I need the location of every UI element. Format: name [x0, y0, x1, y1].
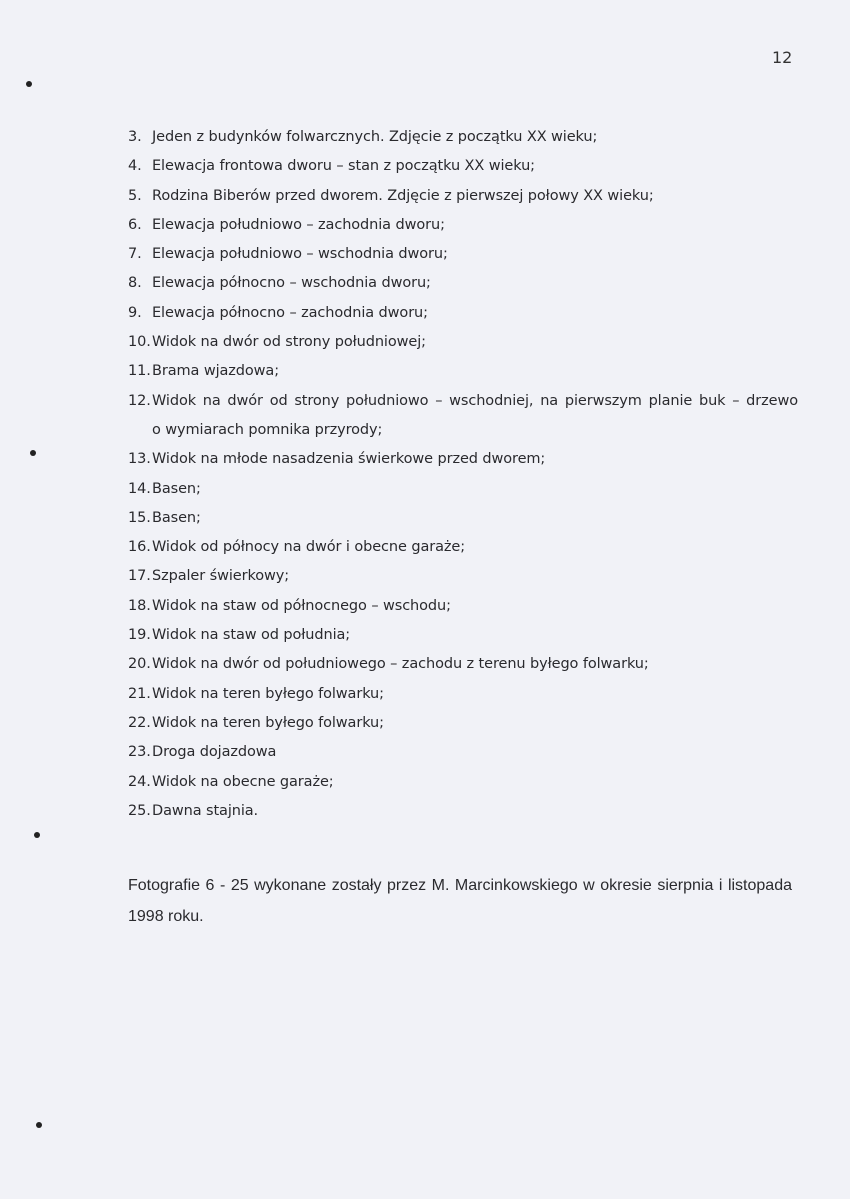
list-item-text: Widok od północy na dwór i obecne garaże; — [152, 539, 466, 556]
list-item-number: 8. — [128, 275, 142, 292]
list-item-number: 13. — [128, 451, 151, 468]
list-item — [128, 592, 798, 621]
list-item-text: Widok na młode nasadzenia świerkowe przed dworem; — [152, 451, 546, 468]
list-item-text: Basen; — [152, 480, 201, 497]
list-item — [128, 797, 798, 826]
list-item — [128, 299, 798, 328]
list-item — [128, 387, 798, 446]
list-item-text: Dawna stajnia. — [152, 802, 259, 819]
list-item-text — [152, 387, 798, 446]
list-item-text-line: Widok na dwór od strony południowo – wschodniej, na pierwszym planie buk – drzewo — [152, 392, 798, 409]
list-item-number: 12. — [128, 392, 151, 409]
list-item-text: Elewacja północno – wschodnia dworu; — [152, 275, 431, 292]
list-item — [128, 709, 798, 738]
list-item — [128, 621, 798, 650]
list-item-number: 10. — [128, 334, 151, 351]
list-item-text-line: o wymiarach pomnika przyrody; — [152, 421, 383, 438]
list-item-text: Elewacja frontowa dworu – stan z początku XX wieku; — [152, 158, 535, 175]
list-item-text: Droga dojazdowa — [152, 744, 277, 761]
list-item-text: Widok na dwór od strony południowej; — [152, 334, 426, 351]
list-item — [128, 475, 798, 504]
list-item-number: 6. — [128, 216, 142, 233]
list-item-number: 22. — [128, 714, 151, 731]
list-item-number: 23. — [128, 744, 151, 761]
punch-hole-mark — [34, 832, 40, 838]
punch-hole-mark — [36, 1122, 42, 1128]
photo-list — [128, 123, 798, 826]
page-number: 12 — [772, 48, 793, 67]
list-item-number: 19. — [128, 627, 151, 644]
list-item-number: 9. — [128, 304, 142, 321]
list-item — [128, 123, 798, 152]
list-item-number: 21. — [128, 685, 151, 702]
list-item-text: Widok na teren byłego folwarku; — [152, 714, 384, 731]
list-item-text: Brama wjazdowa; — [152, 363, 280, 380]
list-item — [128, 504, 798, 533]
list-item — [128, 562, 798, 591]
list-item-text: Elewacja północno – zachodnia dworu; — [152, 304, 428, 321]
list-item-number: 25. — [128, 802, 151, 819]
list-item — [128, 650, 798, 679]
list-item-number: 16. — [128, 539, 151, 556]
list-item-number: 14. — [128, 480, 151, 497]
list-item — [128, 738, 798, 767]
list-item-number: 15. — [128, 509, 151, 526]
photo-credit-note: Fotografie 6 - 25 wykonane zostały przez M. Marcinkowskiego w okresie sierpnia i listopada 1998 roku. — [128, 877, 792, 925]
list-item-number: 7. — [128, 246, 142, 263]
list-item-text: Basen; — [152, 509, 201, 526]
list-item — [128, 211, 798, 240]
list-item-text: Widok na staw od północnego – wschodu; — [152, 597, 451, 614]
list-item-text: Rodzina Biberów przed dworem. Zdjęcie z pierwszej połowy XX wieku; — [152, 187, 654, 204]
list-item — [128, 152, 798, 181]
list-item-number: 11. — [128, 363, 151, 380]
list-item-text: Widok na obecne garaże; — [152, 773, 334, 790]
list-item-number: 20. — [128, 656, 151, 673]
list-item-text: Elewacja południowo – zachodnia dworu; — [152, 216, 445, 233]
list-item-text: Widok na teren byłego folwarku; — [152, 685, 384, 702]
list-item — [128, 328, 798, 357]
list-item — [128, 768, 798, 797]
list-item-text: Szpaler świerkowy; — [152, 568, 290, 585]
list-item-text: Widok na staw od południa; — [152, 627, 351, 644]
punch-hole-mark — [30, 450, 36, 456]
list-item — [128, 533, 798, 562]
list-item-number: 3. — [128, 129, 142, 145]
list-item — [128, 269, 798, 298]
list-item-text: Jeden z budynków folwarcznych. Zdjęcie z początku XX wieku; — [152, 129, 598, 145]
punch-hole-mark — [26, 81, 32, 87]
list-item-number: 18. — [128, 597, 151, 614]
list-item-number: 4. — [128, 158, 142, 175]
list-item-text: Elewacja południowo – wschodnia dworu; — [152, 246, 448, 263]
list-item — [128, 445, 798, 474]
list-item-number: 24. — [128, 773, 151, 790]
list-item — [128, 240, 798, 269]
list-item-text: Widok na dwór od południowego – zachodu z terenu byłego folwarku; — [152, 656, 649, 673]
list-item — [128, 182, 798, 211]
list-item-number: 17. — [128, 568, 151, 585]
list-item — [128, 680, 798, 709]
list-item-number: 5. — [128, 187, 142, 204]
list-item — [128, 357, 798, 386]
